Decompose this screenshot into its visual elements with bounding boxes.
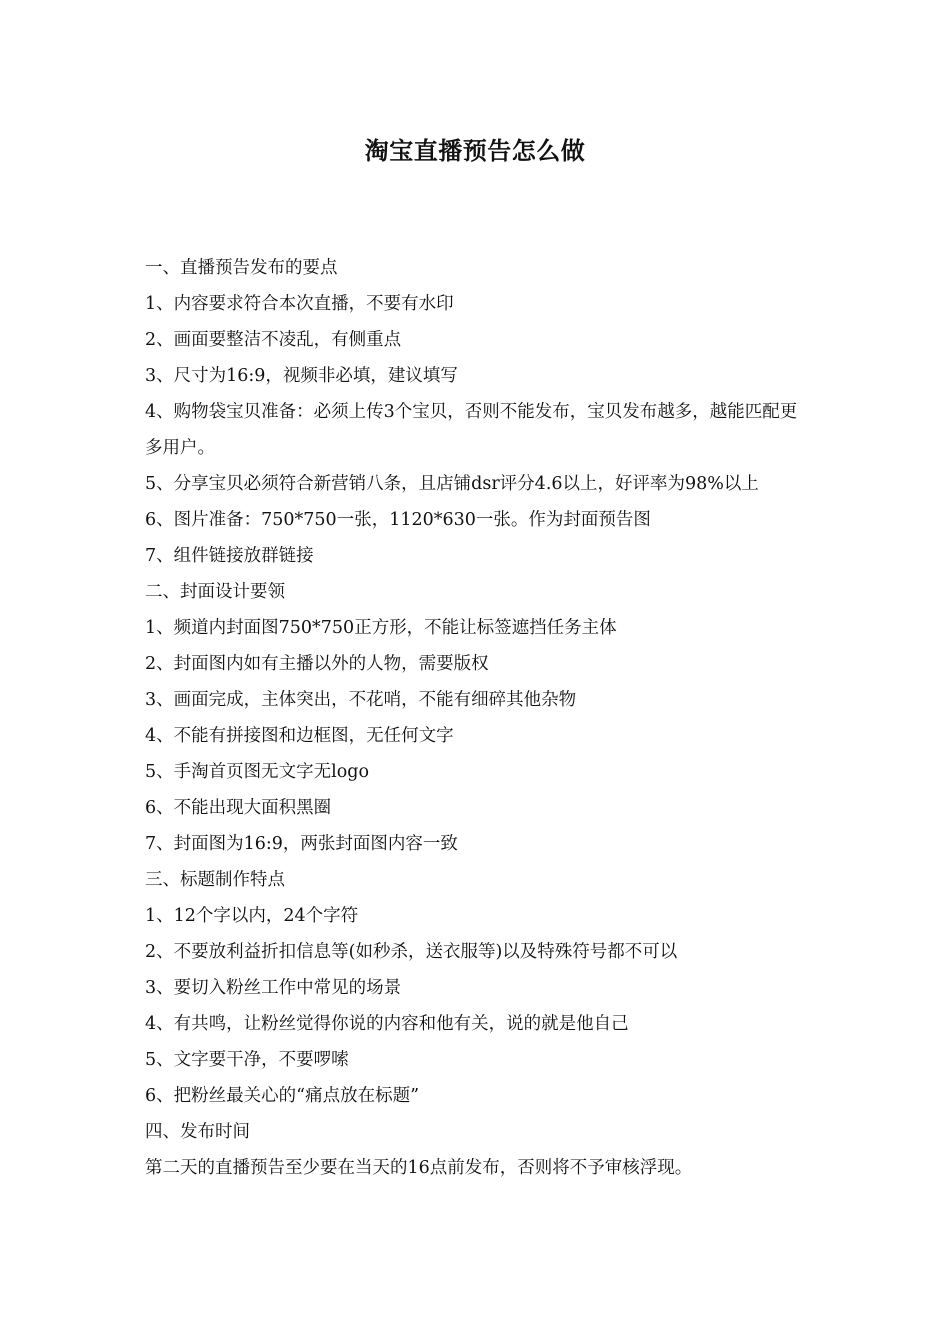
list-item: 4、购物袋宝贝准备：必须上传3个宝贝，否则不能发布，宝贝发布越多，越能匹配更多用户。	[145, 402, 798, 458]
list-item: 7、组件链接放群链接	[145, 546, 314, 566]
list-item: 1、频道内封面图750*750正方形，不能让标签遮挡任务主体	[145, 618, 617, 638]
section-heading-2: 二、封面设计要领	[145, 582, 285, 602]
list-item: 4、有共鸣，让粉丝觉得你说的内容和他有关，说的就是他自己	[145, 1014, 629, 1034]
section-heading-3: 三、标题制作特点	[145, 870, 285, 890]
list-item: 3、尺寸为16:9，视频非必填，建议填写	[145, 366, 458, 386]
list-item: 6、把粉丝最关心的“痛点放在标题”	[145, 1086, 420, 1106]
list-item: 6、不能出现大面积黑圈	[145, 798, 332, 818]
list-item: 3、画面完成，主体突出，不花哨，不能有细碎其他杂物	[145, 690, 577, 710]
document-title: 淘宝直播预告怎么做	[364, 136, 586, 165]
list-item: 3、要切入粉丝工作中常见的场景	[145, 978, 402, 998]
list-item: 4、不能有拼接图和边框图，无任何文字	[145, 726, 454, 746]
list-item: 5、手淘首页图无文字无logo	[145, 762, 370, 782]
section-heading-1: 一、直播预告发布的要点	[145, 258, 338, 278]
list-item: 1、内容要求符合本次直播，不要有水印	[145, 294, 454, 314]
body-paragraph: 第二天的直播预告至少要在当天的16点前发布，否则将不予审核浮现。	[145, 1158, 693, 1178]
document-body	[145, 250, 810, 1186]
list-item: 1、12个字以内，24个字符	[145, 906, 359, 926]
list-item: 5、分享宝贝必须符合新营销八条，且店铺dsr评分4.6以上，好评率为98%以上	[145, 474, 759, 494]
section-heading-4: 四、发布时间	[145, 1122, 250, 1142]
list-item: 2、封面图内如有主播以外的人物，需要版权	[145, 654, 489, 674]
list-item: 2、不要放利益折扣信息等(如秒杀，送衣服等)以及特殊符号都不可以	[145, 942, 678, 962]
list-item: 2、画面要整洁不凌乱，有侧重点	[145, 330, 402, 350]
list-item: 6、图片准备：750*750一张，1120*630一张。作为封面预告图	[145, 510, 651, 530]
list-item: 5、文字要干净，不要啰嗦	[145, 1050, 349, 1070]
list-item: 7、封面图为16:9，两张封面图内容一致	[145, 834, 458, 854]
